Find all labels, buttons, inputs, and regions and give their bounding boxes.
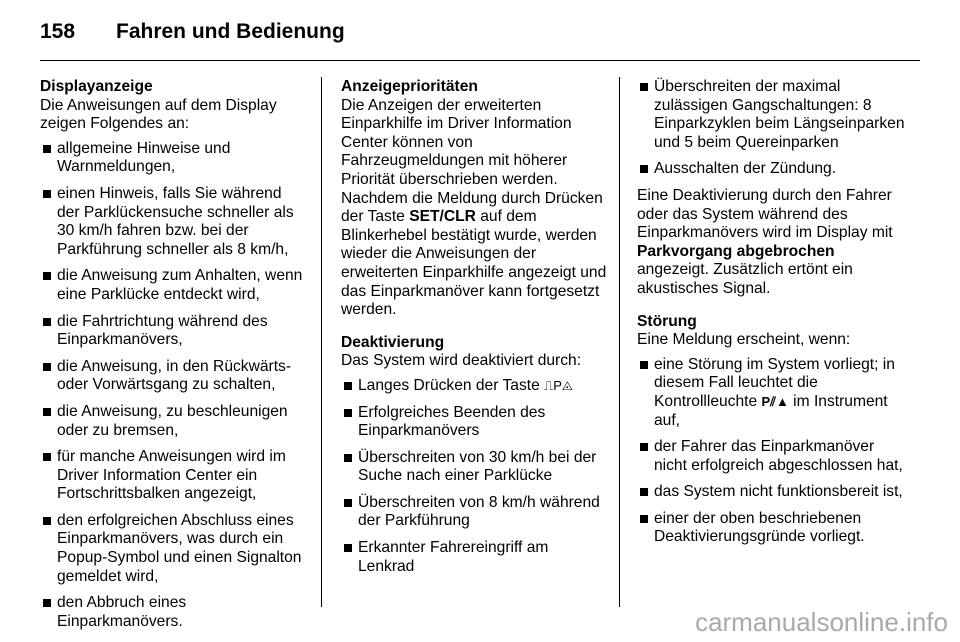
list-item: einen Hinweis, falls Sie während der Parklückensuche schneller als 30 km/h fahren bzw. bei der Parkführung schneller als 8 km/h, xyxy=(40,185,306,259)
display-list xyxy=(40,140,306,632)
intro-paragraph: Eine Meldung erscheint, wenn: xyxy=(637,331,851,349)
column-3 xyxy=(637,78,907,555)
list-item xyxy=(637,356,907,430)
header-rule xyxy=(40,60,920,61)
list-item: den Abbruch eines Einparkmanövers. xyxy=(40,594,306,631)
parking-assist-button-icon: ⎍P◬ xyxy=(544,377,573,393)
parking-assist-warning-icon: P⫽▲ xyxy=(761,393,789,409)
intro-paragraph: Das System wird deaktiviert durch: xyxy=(341,352,582,370)
list-item: der Fahrer das Einparkmanöver nicht erfolgreich abgeschlossen hat, xyxy=(637,438,907,475)
page-title: Fahren und Bedienung xyxy=(116,20,345,43)
section-heading-stoerung: Störung xyxy=(637,312,697,330)
list-item: den erfolgreichen Abschluss eines Einparkmanövers, was durch ein Popup-Symbol und einen Signalton gemeldet wird, xyxy=(40,512,306,586)
list-item: Überschreiten der maximal zulässigen Gangschaltungen: 8 Einparkzyklen beim Längseinparken und 5 beim Quereinparken xyxy=(637,78,907,152)
deactivation-list-continued xyxy=(637,78,907,179)
deactivation-paragraph xyxy=(637,187,907,299)
watermark: carmanualsonline.info xyxy=(695,607,948,637)
list-item: einer der oben beschriebenen Deaktivierungsgründe vorliegt. xyxy=(637,510,907,547)
list-item: für manche Anweisungen wird im Driver Information Center ein Fortschrittsbalken angezeigt, xyxy=(40,448,306,504)
list-item-text: eine Störung im System vorliegt; in diesem Fall leuchtet die Kontrollleuchte xyxy=(654,355,895,410)
list-item-text: im Instrument auf, xyxy=(654,392,888,429)
list-item: Erfolgreiches Beenden des Einparkmanövers xyxy=(341,404,607,441)
paragraph-text: angezeigt. Zusätzlich ertönt ein akustisches Signal. xyxy=(637,261,853,297)
section-heading-deaktivierung: Deaktivierung xyxy=(341,333,445,351)
priority-paragraph xyxy=(341,97,607,320)
page-number: 158 xyxy=(40,20,76,43)
section-heading-displayanzeige: Displayanzeige xyxy=(40,78,153,95)
list-item: die Anweisung zum Anhalten, wenn eine Parklücke entdeckt wird, xyxy=(40,267,306,304)
list-item: Ausschalten der Zündung. xyxy=(637,160,907,179)
intro-paragraph: Die Anweisungen auf dem Display zeigen Folgendes an: xyxy=(40,96,277,133)
display-message-label: Parkvorgang abgebrochen xyxy=(637,242,835,260)
page-header xyxy=(40,14,345,50)
paragraph-text: Eine Deaktivierung durch den Fahrer oder das System während des Einparkmanövers wird im Display mit xyxy=(637,186,893,242)
paragraph-text: auf dem Blinkerhebel bestätigt wurde, werden wieder die Anweisungen der erweiterten Einparkhilfe angezeigt und das Einparkmanöver kann fortgesetzt werden. xyxy=(341,208,607,319)
list-item: Überschreiten von 30 km/h bei der Suche nach einer Parklücke xyxy=(341,449,607,486)
column-2 xyxy=(341,78,607,584)
section-heading-anzeigeprioritaeten: Anzeigeprioritäten xyxy=(341,78,478,95)
list-item-text: Langes Drücken der Taste xyxy=(358,376,545,394)
deactivation-list xyxy=(341,377,607,576)
paragraph-text: Die Anzeigen der erweiterten Einparkhilfe im Driver Information Center können von Fahrzeugmeldungen mit höherer Priorität überschrieben werden. Nachdem die Meldung durch Drücken der Taste xyxy=(341,96,603,226)
list-item: das System nicht funktionsbereit ist, xyxy=(637,483,907,502)
list-item: Überschreiten von 8 km/h während der Parkführung xyxy=(341,494,607,531)
list-item: die Anweisung, in den Rückwärts- oder Vorwärtsgang zu schalten, xyxy=(40,358,306,395)
list-item: die Fahrtrichtung während des Einparkmanövers, xyxy=(40,313,306,350)
column-1 xyxy=(40,78,306,639)
column-divider-2 xyxy=(619,77,620,607)
fault-list xyxy=(637,356,907,547)
list-item: die Anweisung, zu beschleunigen oder zu bremsen, xyxy=(40,403,306,440)
column-divider-1 xyxy=(321,77,322,607)
set-clr-key-label: SET/CLR xyxy=(409,208,476,226)
list-item: allgemeine Hinweise und Warnmeldungen, xyxy=(40,140,306,177)
list-item: Erkannter Fahrereingriff am Lenkrad xyxy=(341,539,607,576)
list-item xyxy=(341,377,607,396)
